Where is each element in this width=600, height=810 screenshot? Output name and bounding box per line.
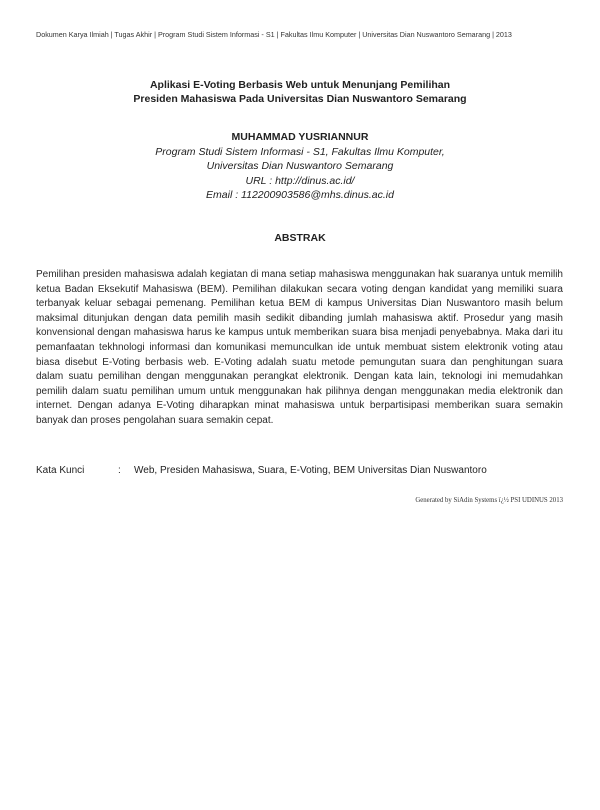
- paper-title-line-1: Aplikasi E-Voting Berbasis Web untuk Menunjang Pemilihan: [149, 79, 451, 91]
- author-url: URL : http://dinus.ac.id/: [245, 174, 355, 187]
- keywords-label: Kata Kunci: [36, 465, 85, 476]
- keywords-row: [36, 465, 563, 476]
- abstract-body: Pemilihan presiden mahasiswa adalah kegiatan di mana setiap mahasiswa menggunakan hak suaranya untuk memilih ketua Badan Eksekutif Mahasiswa (BEM). Pemilihan dilakukan secara voting dengan kandidat yang memiliki suara terbanyak keluar sebagai pemenang. Pemilihan ketua BEM di kampus Universitas Dian Nuswantoro masih belum maksimal ditunjukan dengan data pemilih masih sedikit dibanding jumlah mahasiswa aktif. Prosedur yang masih konvensional dengan mahasiswa harus ke kampus untuk memberikan suara bisa menjadi penyebabnya. Maka dari itu pemanfaatan tekhnologi informasi dan komunikasi memunculkan ide untuk membuat sistem elektronik voting atau biasa disebut E-Voting berbasis web. E-Voting adalah suatu metode pemungutan suara dan penghitungan suara dalam suatu pemilihan dengan menggunakan perangkat elektronik. Dengan kata lain, teknologi ini memudahkan pemilih dalam suatu pemilihan umum untuk menggunakan hak pilihnya dengan menggunakan media elektronik dan internet. Dengan adanya E-Voting diharapkan minat mahasiswa untuk berpartisipasi memberikan suara semakin banyak dan proses pengolahan suara semakin cepat.: [36, 269, 563, 426]
- keywords-value: Web, Presiden Mahasiswa, Suara, E-Voting, BEM Universitas Dian Nuswantoro: [134, 465, 487, 476]
- author-block: [0, 130, 600, 203]
- author-name: MUHAMMAD YUSRIANNUR: [231, 131, 369, 143]
- keywords-colon: :: [118, 465, 121, 476]
- paper-title-line-2: Presiden Mahasiswa Pada Universitas Dian Nuswantoro Semarang: [133, 93, 467, 105]
- author-program: Program Studi Sistem Informasi - S1, Fakultas Ilmu Komputer,: [155, 145, 445, 158]
- author-email: Email : 112200903586@mhs.dinus.ac.id: [206, 189, 394, 201]
- author-university: Universitas Dian Nuswantoro Semarang: [206, 160, 394, 172]
- running-header: Dokumen Karya Ilmiah | Tugas Akhir | Program Studi Sistem Informasi - S1 | Fakultas Ilmu Komputer | Universitas Dian Nuswantoro Semarang | 2013: [36, 30, 512, 39]
- abstract-heading: ABSTRAK: [274, 232, 326, 244]
- generated-footer: Generated by SiAdin Systems ï¿½ PSI UDINUS 2013: [415, 497, 563, 504]
- paper-title: [0, 78, 600, 106]
